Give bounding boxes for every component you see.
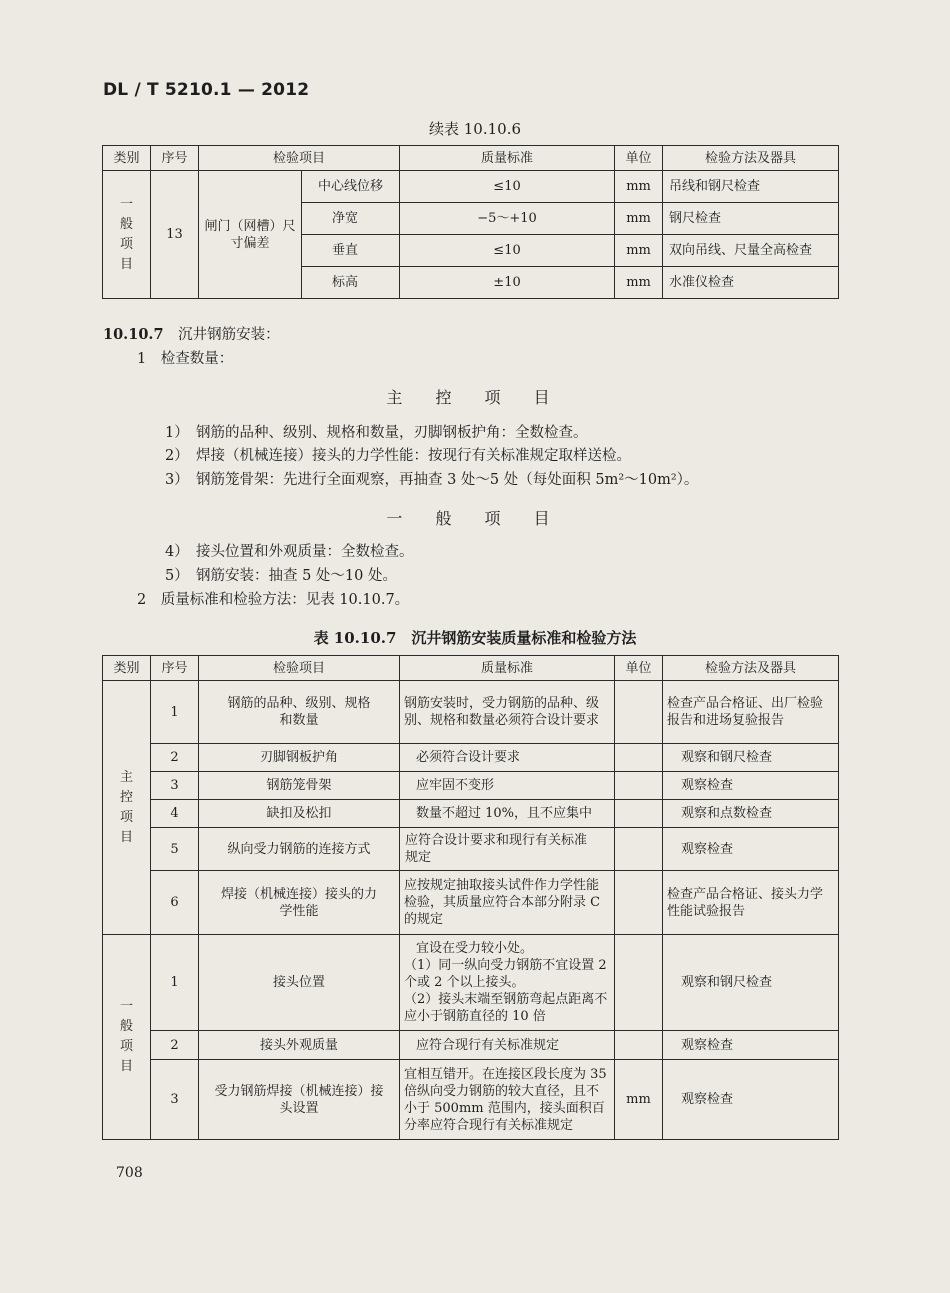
col-item: 检验项目	[199, 656, 400, 681]
col-item: 检验项目	[199, 146, 400, 171]
table-row	[103, 171, 839, 203]
table-row	[103, 871, 839, 935]
col-standard: 质量标准	[400, 656, 615, 681]
unit-cell: mm	[615, 1060, 663, 1140]
section-number: 10.10.7	[103, 326, 164, 343]
method-cell: 检查产品合格证、出厂检验报告和进场复验报告	[663, 681, 839, 744]
sub-item-cell: 净宽	[302, 203, 400, 235]
seq-cell: 2	[151, 1031, 199, 1060]
method-cell: 钢尺检查	[663, 203, 839, 235]
unit-cell	[615, 772, 663, 800]
method-cell: 观察和点数检查	[663, 800, 839, 828]
col-standard: 质量标准	[400, 146, 615, 171]
standard-cell	[400, 1031, 615, 1060]
item-cell: 纵向受力钢筋的连接方式	[199, 828, 400, 871]
item-cell: 刃脚钢板护角	[199, 744, 400, 772]
item-cell: 钢筋的品种、级别、规格和数量	[199, 681, 400, 744]
standard-line: （1）同一纵向受力钢筋不宜设置 2 个或 2 个以上接头。	[404, 958, 607, 990]
standard-cell: ≤10	[400, 171, 615, 203]
table2	[102, 655, 839, 1140]
item-cell: 接头位置	[199, 935, 400, 1031]
standard-cell: 钢筋安装时，受力钢筋的品种、级别、规格和数量必须符合设计要求	[400, 681, 615, 744]
table1-header-row	[103, 146, 839, 171]
table-row	[103, 935, 839, 1031]
standard-cell: 必须符合设计要求	[400, 744, 615, 772]
main-item-3: 3） 钢筋笼骨架：先进行全面观察，再抽查 3 处～5 处（每处面积 5m²～10m²）。	[165, 472, 699, 488]
table-row	[103, 744, 839, 772]
standard-cell	[400, 935, 615, 1031]
seq-cell: 5	[151, 828, 199, 871]
main-item-1: 1） 钢筋的品种、级别、规格和数量，刃脚钢板护角：全数检查。	[165, 425, 588, 441]
standard-cell: 应按规定抽取接头试件作力学性能检验，其质量应符合本部分附录 C 的规定	[400, 871, 615, 935]
main-item-2: 2） 焊接（机械连接）接头的力学性能：按现行有关标准规定取样送检。	[165, 448, 631, 464]
unit-cell: mm	[615, 203, 663, 235]
table1-caption: 续表 10.10.6	[428, 120, 522, 138]
table1	[102, 145, 839, 299]
table-row	[103, 772, 839, 800]
unit-cell	[615, 828, 663, 871]
main-category-cell: 主控项目	[103, 681, 151, 935]
quality-standard-ref: 2 质量标准和检验方法：见表 10.10.7。	[137, 592, 410, 608]
seq-cell: 6	[151, 871, 199, 935]
general-item-4: 4） 接头位置和外观质量：全数检查。	[165, 544, 414, 560]
col-category: 类别	[103, 656, 151, 681]
standard-cell: 数量不超过 10%，且不应集中	[400, 800, 615, 828]
item-cell: 受力钢筋焊接（机械连接）接头设置	[199, 1060, 400, 1140]
unit-cell	[615, 871, 663, 935]
item-cell: 缺扣及松扣	[199, 800, 400, 828]
page-number: 708	[116, 1165, 143, 1181]
standard-cell	[400, 1060, 615, 1140]
item-cell: 接头外观质量	[199, 1031, 400, 1060]
unit-cell	[615, 1031, 663, 1060]
method-cell: 双向吊线、尺量全高检查	[663, 235, 839, 267]
unit-cell: mm	[615, 235, 663, 267]
table-row	[103, 828, 839, 871]
table-row	[103, 800, 839, 828]
seq-cell: 1	[151, 681, 199, 744]
table2-caption: 表 10.10.7 沉井钢筋安装质量标准和检验方法	[313, 629, 637, 647]
table-row	[103, 1060, 839, 1140]
sub-item-cell: 中心线位移	[302, 171, 400, 203]
col-method: 检验方法及器具	[663, 146, 839, 171]
seq-cell: 3	[151, 1060, 199, 1140]
seq-cell: 3	[151, 772, 199, 800]
method-cell: 观察和钢尺检查	[663, 935, 839, 1031]
seq-cell: 4	[151, 800, 199, 828]
method-cell: 检查产品合格证、接头力学性能试验报告	[663, 871, 839, 935]
standard-line: （2）接头末端至钢筋弯起点距离不应小于钢筋直径的 10 倍	[404, 992, 608, 1024]
item-cell: 闸门（网槽）尺寸偏差	[199, 171, 302, 299]
standard-cell: ≤10	[400, 235, 615, 267]
unit-cell: mm	[615, 171, 663, 203]
col-seq: 序号	[151, 146, 199, 171]
standard-line: 宜设在受力较小处。	[416, 941, 534, 956]
method-cell: 水准仪检查	[663, 267, 839, 299]
table-row	[103, 1031, 839, 1060]
inspection-quantity: 1 检查数量：	[137, 351, 234, 367]
category-cell: 一般项目	[103, 171, 151, 299]
standard-cell: −5～+10	[400, 203, 615, 235]
seq-cell: 1	[151, 935, 199, 1031]
general-item-5: 5） 钢筋安装：抽查 5 处～10 处。	[165, 568, 397, 584]
unit-cell: mm	[615, 267, 663, 299]
col-method: 检验方法及器具	[663, 656, 839, 681]
method-cell: 观察检查	[663, 828, 839, 871]
standard-line: 宜相互错开。在连接区段长度为 35 倍纵向受力钢筋的较大直径，且不小于 500mm 范围内，接头面积百分率应符合现行有关标准规定	[404, 1066, 607, 1133]
document-code-header: DL / T 5210.1 — 2012	[103, 80, 310, 100]
unit-cell	[615, 935, 663, 1031]
main-control-title: 主 控 项 目	[386, 388, 564, 407]
unit-cell	[615, 800, 663, 828]
standard-cell: ±10	[400, 267, 615, 299]
standard-cell: 应牢固不变形	[400, 772, 615, 800]
section-title: 沉井钢筋安装：	[178, 327, 280, 343]
section-heading	[103, 325, 280, 345]
method-cell: 吊线和钢尺检查	[663, 171, 839, 203]
table2-header-row	[103, 656, 839, 681]
method-cell: 观察和钢尺检查	[663, 744, 839, 772]
method-cell: 观察检查	[663, 772, 839, 800]
col-unit: 单位	[615, 656, 663, 681]
standard-line: 应符合现行有关标准规定	[416, 1037, 560, 1053]
seq-cell: 13	[151, 171, 199, 299]
table-row	[103, 681, 839, 744]
seq-cell: 2	[151, 744, 199, 772]
general-title: 一 般 项 目	[386, 509, 564, 528]
unit-cell	[615, 744, 663, 772]
standard-cell: 应符合设计要求和现行有关标准规定	[400, 828, 615, 871]
col-unit: 单位	[615, 146, 663, 171]
col-category: 类别	[103, 146, 151, 171]
item-cell: 焊接（机械连接）接头的力学性能	[199, 871, 400, 935]
sub-item-cell: 垂直	[302, 235, 400, 267]
general-category-cell: 一般项目	[103, 935, 151, 1140]
method-cell: 观察检查	[663, 1060, 839, 1140]
sub-item-cell: 标高	[302, 267, 400, 299]
unit-cell	[615, 681, 663, 744]
item-cell: 钢筋笼骨架	[199, 772, 400, 800]
col-seq: 序号	[151, 656, 199, 681]
method-cell: 观察检查	[663, 1031, 839, 1060]
